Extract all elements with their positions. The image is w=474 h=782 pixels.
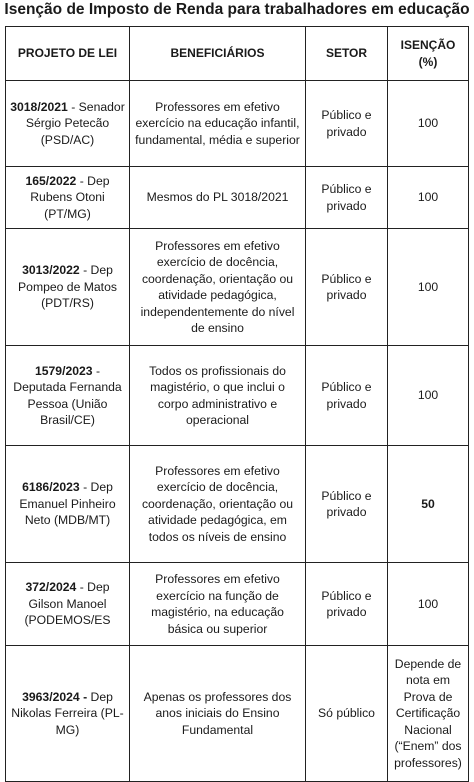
table-row bbox=[6, 229, 469, 346]
header-setor: SETOR bbox=[306, 27, 388, 81]
bill-author: - Dep Pompeo de Matos (PDT/RS) bbox=[18, 263, 117, 311]
cell-isencao: 100 bbox=[388, 346, 469, 446]
table-row bbox=[6, 346, 469, 446]
header-projeto: PROJETO DE LEI bbox=[6, 27, 130, 81]
header-beneficiarios: BENEFICIÁRIOS bbox=[130, 27, 306, 81]
exemption-table bbox=[5, 26, 469, 782]
bill-author: Dep Nikolas Ferreira (PL-MG) bbox=[11, 689, 124, 737]
cell-projeto bbox=[6, 81, 130, 167]
cell-setor: Público e privado bbox=[306, 446, 388, 563]
table-row bbox=[6, 167, 469, 229]
cell-isencao: 100 bbox=[388, 81, 469, 167]
cell-isencao: Depende de nota em Prova de Certificação Nacional (“Enem” dos professores) bbox=[388, 646, 469, 782]
bill-number: 3963/2024 - bbox=[22, 689, 88, 704]
cell-isencao: 100 bbox=[388, 563, 469, 646]
bill-number: 372/2024 bbox=[25, 580, 77, 595]
bill-author: - Dep Rubens Otoni (PT/MG) bbox=[30, 173, 110, 221]
cell-beneficiarios: Professores em efetivo exercício na educação infantil, fundamental, média e superior bbox=[130, 81, 306, 167]
bill-author: - Dep Emanuel Pinheiro Neto (MDB/MT) bbox=[19, 480, 116, 528]
cell-beneficiarios: Todos os profissionais do magistério, o que inclui o corpo administrativo e operacional bbox=[130, 346, 306, 446]
bill-author: - Dep Gilson Manoel (PODEMOS/ES bbox=[24, 580, 111, 628]
cell-isencao: 50 bbox=[388, 446, 469, 563]
table-header-row bbox=[6, 27, 469, 81]
bill-author: - Senador Sérgio Petecão (PSD/AC) bbox=[25, 99, 125, 147]
header-isencao: ISENÇÃO (%) bbox=[388, 27, 469, 81]
cell-isencao: 100 bbox=[388, 229, 469, 346]
cell-setor: Público e privado bbox=[306, 81, 388, 167]
bill-number: 3018/2021 bbox=[10, 99, 68, 114]
cell-setor: Só público bbox=[306, 646, 388, 782]
cell-projeto bbox=[6, 563, 130, 646]
cell-isencao: 100 bbox=[388, 167, 469, 229]
table-row bbox=[6, 81, 469, 167]
cell-projeto bbox=[6, 167, 130, 229]
cell-projeto bbox=[6, 446, 130, 563]
bill-author: - Deputada Fernanda Pessoa (União Brasil/CE) bbox=[13, 363, 122, 427]
table-row bbox=[6, 446, 469, 563]
bill-number: 3013/2022 bbox=[22, 263, 80, 278]
cell-projeto bbox=[6, 646, 130, 782]
table-row bbox=[6, 563, 469, 646]
table-row bbox=[6, 646, 469, 782]
cell-projeto bbox=[6, 346, 130, 446]
cell-beneficiarios: Professores em efetivo exercício de docência, coordenação, orientação ou atividade pedagógica, em todos os níveis de ensino bbox=[130, 446, 306, 563]
cell-beneficiarios: Apenas os professores dos anos iniciais do Ensino Fundamental bbox=[130, 646, 306, 782]
page-title: Isenção de Imposto de Renda para trabalhadores em educação bbox=[4, 1, 470, 18]
cell-setor: Público e privado bbox=[306, 167, 388, 229]
bill-number: 1579/2023 bbox=[34, 363, 93, 378]
cell-projeto bbox=[6, 229, 130, 346]
cell-setor: Público e privado bbox=[306, 563, 388, 646]
cell-beneficiarios: Mesmos do PL 3018/2021 bbox=[130, 167, 306, 229]
bill-number: 165/2022 bbox=[25, 173, 77, 188]
cell-beneficiarios: Professores em efetivo exercício de docência, coordenação, orientação ou atividade pedagógica, independentemente do nível de ensino bbox=[130, 229, 306, 346]
cell-setor: Público e privado bbox=[306, 229, 388, 346]
cell-setor: Público e privado bbox=[306, 346, 388, 446]
cell-beneficiarios: Professores em efetivo exercício na função de magistério, na educação básica ou superior bbox=[130, 563, 306, 646]
bill-number: 6186/2023 bbox=[22, 480, 80, 495]
